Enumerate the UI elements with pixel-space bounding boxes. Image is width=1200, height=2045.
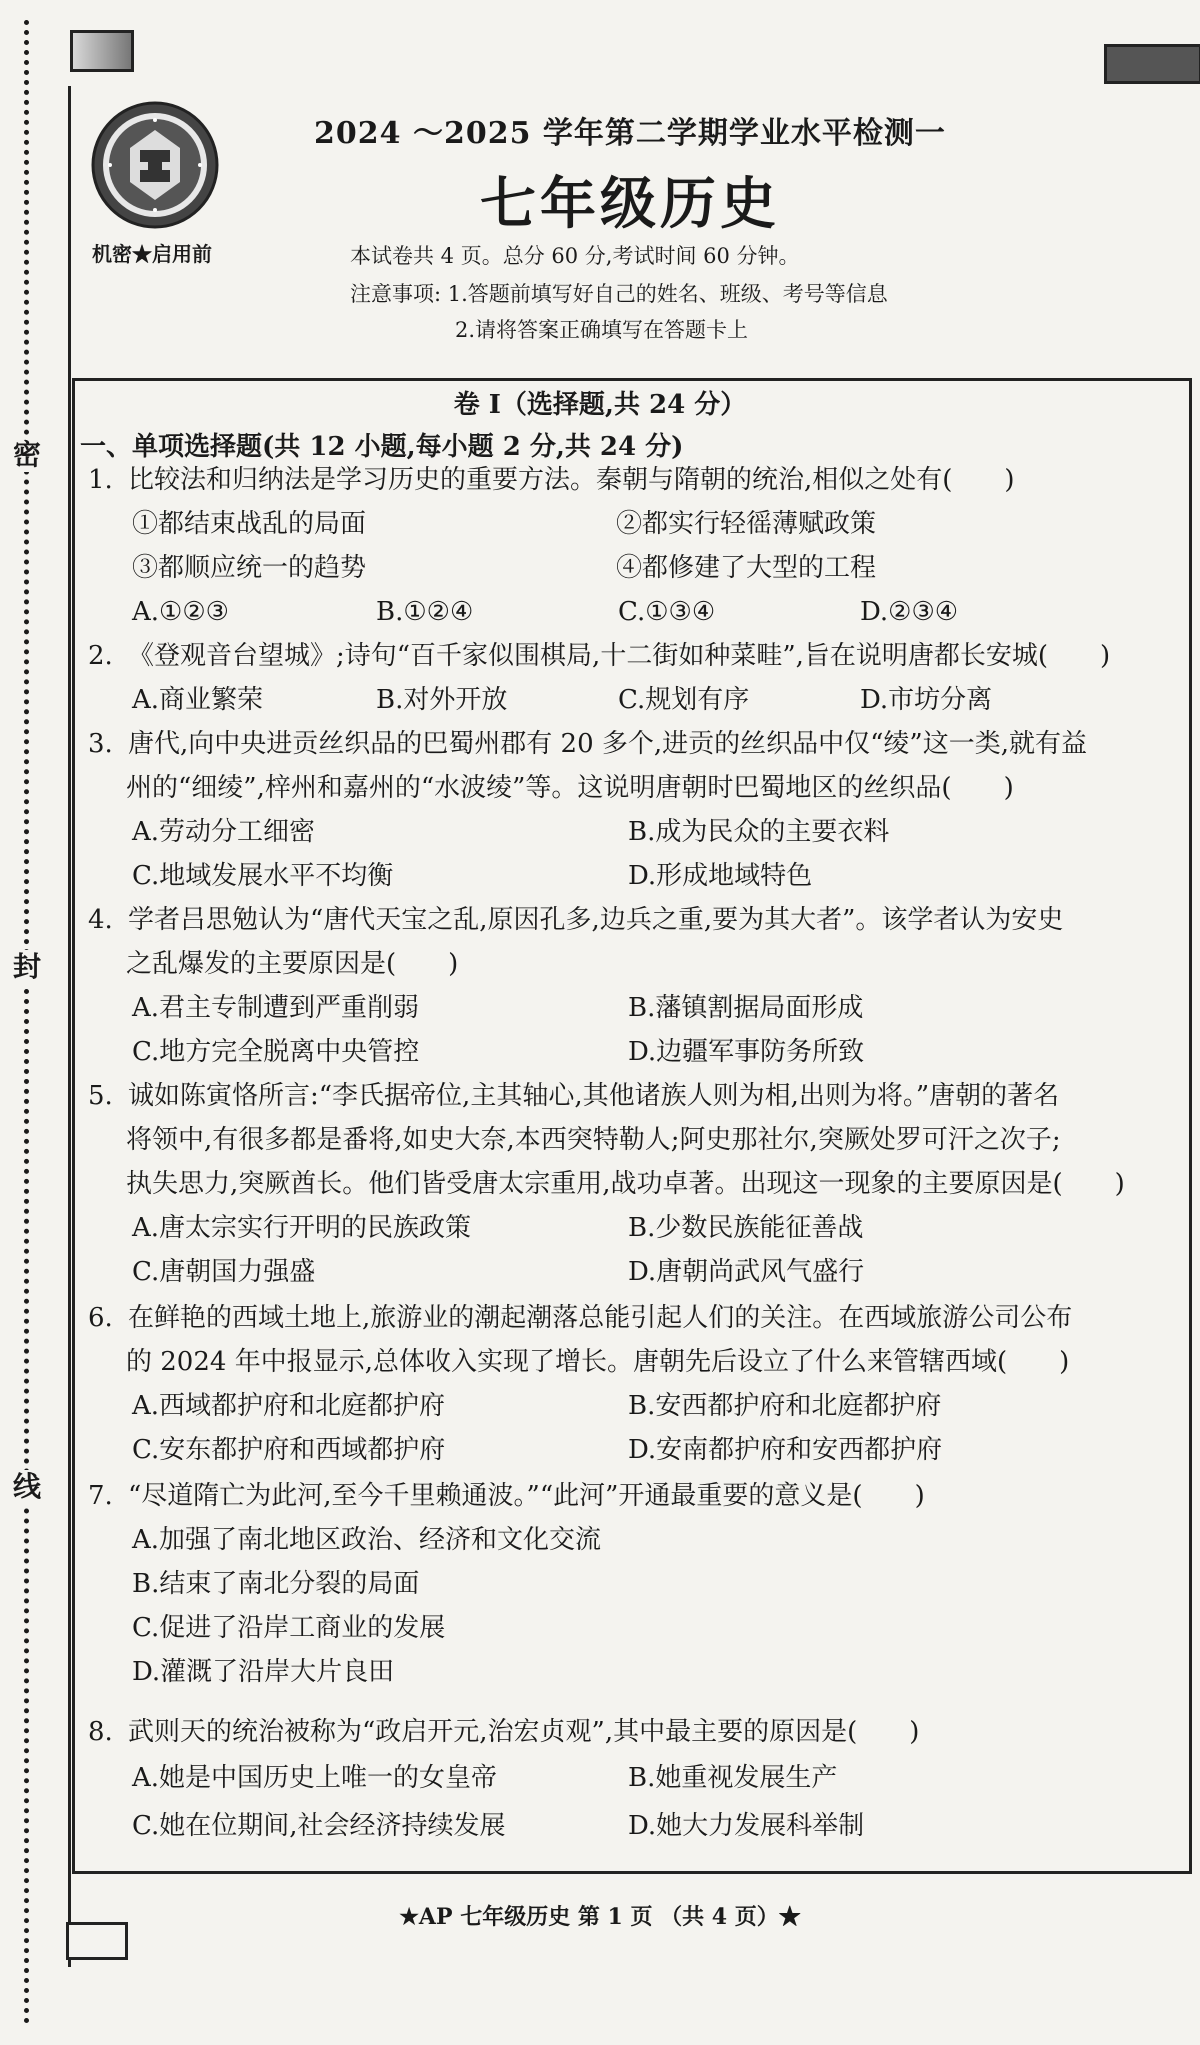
- q2-option-c: C.规划有序: [618, 685, 750, 715]
- seal-char-feng: 封: [10, 950, 44, 984]
- question-stem: 武则天的统治被称为“政启开元,治宏贞观”,其中最主要的原因是( ): [128, 1717, 920, 1747]
- q4-option-b: B.藩镇割据局面形成: [628, 993, 864, 1023]
- q8-option-d: D.她大力发展科举制: [628, 1811, 865, 1841]
- q7-option-a: A.加强了南北地区政治、经济和文化交流: [132, 1525, 602, 1555]
- q3-option-d: D.形成地域特色: [628, 861, 813, 891]
- question-stem: “尽道隋亡为此河,至今千里赖通波。”“此河”开通最重要的意义是( ): [128, 1481, 925, 1511]
- question-stem: 比较法和归纳法是学习历史的重要方法。秦朝与隋朝的统治,相似之处有( ): [128, 465, 1015, 495]
- q8-option-a: A.她是中国历史上唯一的女皇帝: [132, 1763, 498, 1793]
- q1-item-3: ③都顺应统一的趋势: [132, 553, 367, 583]
- q5-option-a: A.唐太宗实行开明的民族政策: [132, 1213, 472, 1243]
- q4-option-c: C.地方完全脱离中央管控: [132, 1037, 420, 1067]
- question-number: 4.: [88, 905, 113, 935]
- question-number: 7.: [88, 1481, 113, 1511]
- exam-info-line-3: 2.请将答案正确填写在答题卡上: [455, 318, 749, 342]
- question-4: [88, 898, 1063, 942]
- q3-option-b: B.成为民众的主要衣料: [628, 817, 890, 847]
- question-3-line-2: 州的“细绫”,梓州和嘉州的“水波绫”等。这说明唐朝时巴蜀地区的丝织品( ): [126, 773, 1014, 803]
- seal-char-mi: 密: [10, 438, 44, 472]
- q2-option-b: B.对外开放: [376, 685, 508, 715]
- q7-option-d: D.灌溉了沿岸大片良田: [132, 1657, 395, 1687]
- q1-item-1: ①都结束战乱的局面: [132, 509, 367, 539]
- q7-option-c: C.促进了沿岸工商业的发展: [132, 1613, 446, 1643]
- school-logo: [90, 100, 220, 230]
- q3-option-a: A.劳动分工细密: [132, 817, 316, 847]
- q1-item-4: ④都修建了大型的工程: [616, 553, 877, 583]
- question-number: 2.: [88, 641, 113, 671]
- question-6: [88, 1296, 1072, 1340]
- question-stem: 学者吕思勉认为“唐代天宝之乱,原因孔多,边兵之重,要为其大者”。该学者认为安史: [128, 905, 1064, 935]
- q1-option-d: D.②③④: [860, 597, 959, 627]
- q3-option-c: C.地域发展水平不均衡: [132, 861, 394, 891]
- exam-info-line-1: 本试卷共 4 页。总分 60 分,考试时间 60 分钟。: [350, 244, 800, 268]
- margin-rule: [68, 86, 71, 1967]
- exam-title: 2024 ～2025 学年第二学期学业水平检测一: [314, 116, 946, 151]
- alignment-mark-top-right: [1104, 44, 1200, 84]
- q7-option-b: B.结束了南北分裂的局面: [132, 1569, 420, 1599]
- question-stem: 诚如陈寅恪所言:“李氏据帝位,主其轴心,其他诸族人则为相,出则为将。”唐朝的著名: [128, 1081, 1060, 1111]
- q1-option-b: B.①②④: [376, 597, 474, 627]
- q8-option-b: B.她重视发展生产: [628, 1763, 838, 1793]
- q1-item-2: ②都实行轻徭薄赋政策: [616, 509, 877, 539]
- exam-info-line-2: 注意事项: 1.答题前填写好自己的姓名、班级、考号等信息: [350, 282, 888, 306]
- question-5-line-2: 将领中,有很多都是番将,如史大奈,本西突特勒人;阿史那社尔,突厥处罗可汗之次子;: [126, 1125, 1061, 1155]
- q1-option-a: A.①②③: [132, 597, 229, 627]
- question-6-line-2: 的 2024 年中报显示,总体收入实现了增长。唐朝先后设立了什么来管辖西域( ): [126, 1347, 1070, 1377]
- question-8: [88, 1710, 919, 1754]
- q8-option-c: C.她在位期间,社会经济持续发展: [132, 1811, 506, 1841]
- q5-option-d: D.唐朝尚武风气盛行: [628, 1257, 865, 1287]
- q5-option-b: B.少数民族能征善战: [628, 1213, 864, 1243]
- q1-option-c: C.①③④: [618, 597, 716, 627]
- question-stem: 在鲜艳的西域土地上,旅游业的潮起潮落总能引起人们的关注。在西域旅游公司公布: [128, 1303, 1073, 1333]
- q4-option-d: D.边疆军事防务所致: [628, 1037, 865, 1067]
- q2-option-a: A.商业繁荣: [132, 685, 264, 715]
- q6-option-d: D.安南都护府和安西都护府: [628, 1435, 943, 1465]
- question-stem: 《登观音台望城》;诗句“百千家似围棋局,十二街如种菜畦”,旨在说明唐都长安城( ): [128, 641, 1111, 671]
- part-title: 卷 I（选择题,共 24 分）: [453, 390, 747, 420]
- section-title: 一、单项选择题(共 12 小题,每小题 2 分,共 24 分): [80, 432, 684, 462]
- q4-option-a: A.君主专制遭到严重削弱: [132, 993, 420, 1023]
- q6-option-c: C.安东都护府和西域都护府: [132, 1435, 446, 1465]
- q6-option-b: B.安西都护府和北庭都护府: [628, 1391, 942, 1421]
- seal-char-xian: 线: [10, 1470, 44, 1504]
- binding-dotted-line: [24, 20, 29, 2025]
- question-number: 5.: [88, 1081, 113, 1111]
- question-number: 3.: [88, 729, 113, 759]
- q6-option-a: A.西域都护府和北庭都护府: [132, 1391, 446, 1421]
- question-number: 1.: [88, 465, 113, 495]
- q2-option-d: D.市坊分离: [860, 685, 993, 715]
- question-stem: 唐代,向中央进贡丝织品的巴蜀州郡有 20 多个,进贡的丝织品中仅“绫”这一类,就有益: [128, 729, 1087, 759]
- question-2: [88, 634, 1110, 678]
- question-5: [88, 1074, 1059, 1118]
- q5-option-c: C.唐朝国力强盛: [132, 1257, 316, 1287]
- confidential-label: 机密★启用前: [92, 242, 212, 266]
- question-7: [88, 1474, 925, 1518]
- subject-title: 七年级历史: [480, 171, 780, 237]
- question-1: [88, 458, 1015, 502]
- page-footer: ★AP 七年级历史 第 1 页 （共 4 页）★: [399, 1904, 801, 1930]
- question-5-line-3: 执失思力,突厥酋长。他们皆受唐太宗重用,战功卓著。出现这一现象的主要原因是( ): [126, 1169, 1125, 1199]
- alignment-mark-top-left: [70, 30, 134, 72]
- question-number: 6.: [88, 1303, 113, 1333]
- question-4-line-2: 之乱爆发的主要原因是( ): [126, 949, 459, 979]
- question-3: [88, 722, 1087, 766]
- question-number: 8.: [88, 1717, 113, 1747]
